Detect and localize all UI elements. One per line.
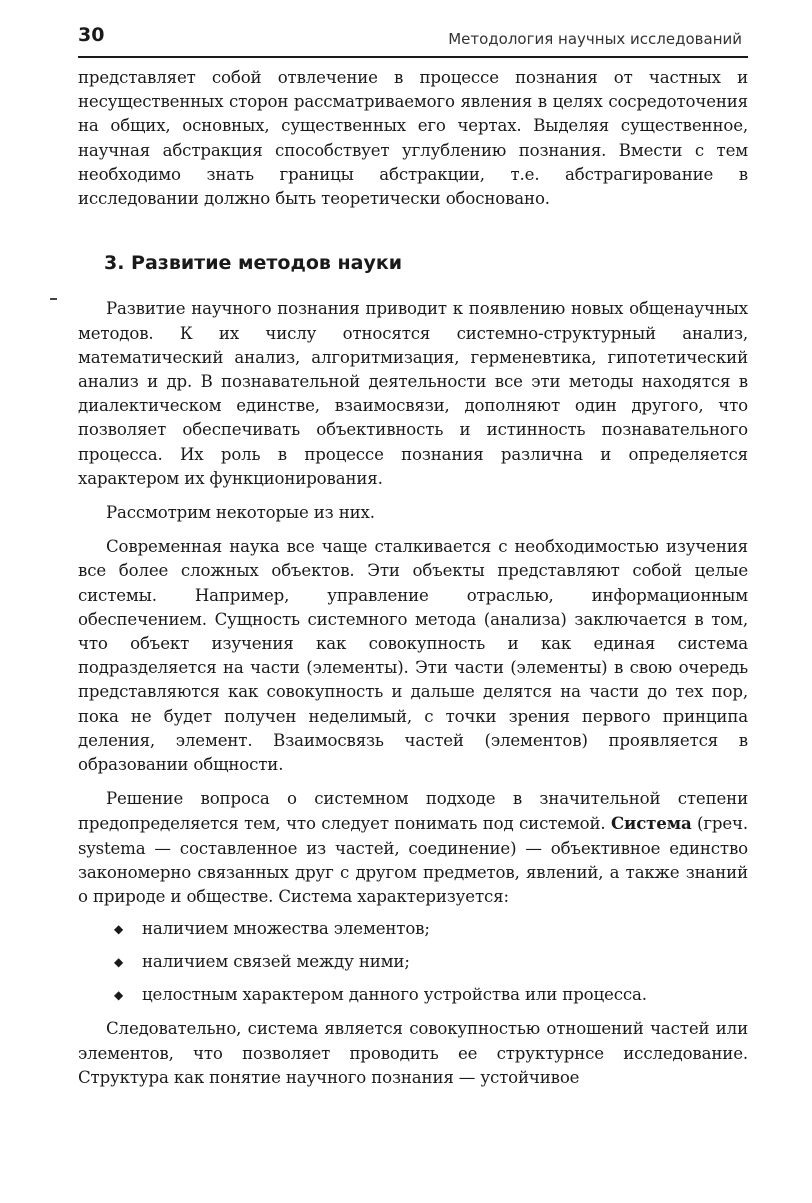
diamond-bullet-icon: ◆ bbox=[114, 988, 124, 1003]
margin-mark bbox=[50, 298, 57, 300]
closing-paragraph: Следовательно, система является совокупностью отношений частей или элементов, что позволяет проводить ее структурнсе исследование. Структура как понятие научного познания — устойчивое bbox=[78, 1019, 748, 1087]
paragraph-system-definition bbox=[78, 787, 748, 909]
system-paragraph-lead: Решение вопроса о системном подходе в значительной степени предопределяется тем, что следует понимать под системой. bbox=[78, 789, 748, 834]
list-item bbox=[78, 983, 748, 1007]
running-header bbox=[78, 22, 748, 58]
system-characteristics-list bbox=[78, 917, 748, 1007]
list-item-text: наличием связей между ними; bbox=[142, 952, 410, 972]
section-heading: 3. Развитие методов науки bbox=[104, 252, 403, 275]
page-body bbox=[78, 66, 748, 1090]
diamond-bullet-icon: ◆ bbox=[114, 955, 124, 970]
list-item-text: целостным характером данного устройства или процесса. bbox=[142, 985, 647, 1005]
running-title: Методология научных исследований bbox=[448, 30, 742, 48]
list-item bbox=[78, 917, 748, 941]
system-paragraph-rest: (греч. systema — составленное из частей, соединение) — объективное единство закономерно связанных друг с другом предметов, явлений, а также знаний о природе и обществе. Система характеризуется: bbox=[78, 814, 748, 907]
diamond-bullet-icon: ◆ bbox=[114, 922, 124, 937]
paragraph-methods-development: Развитие научного познания приводит к появлению новых общенаучных методов. К их числу относятся системно-структурный анализ, математический анализ, алгоритмизация, герменевтика, гипотетический анализ и др. В познавательной деятельности все эти методы находятся в диалектическом единстве, взаимосвязи, дополняют один другого, что позволяет обеспечивать объективность и истинность познавательного процесса. Их роль в процессе познания различна и определяется характером их функционирования. bbox=[78, 299, 748, 488]
list-item bbox=[78, 950, 748, 974]
paragraph-system-method: Современная наука все чаще сталкивается с необходимостью изучения все более сложных объектов. Эти объекты представляют собой целые системы. Например, управление отраслью, информационным обеспечением. Сущность системного метода (анализа) заключается в том, что объект изучения как совокупность и как единая система подразделяется на части (элементы). Эти части (элементы) в свою очередь представляются как совокупность и дальше делятся на части до тех пор, пока не будет получен неделимый, с точки зрения первого принципа деления, элемент. Взаимосвязь частей (элементов) проявляется в образовании общности. bbox=[78, 537, 748, 775]
system-term: Система bbox=[611, 813, 692, 834]
list-item-text: наличием множества элементов; bbox=[142, 919, 430, 939]
intro-paragraph: представляет собой отвлечение в процессе познания от частных и несущественных сторон рассматриваемого явления в целях сосредоточения на общих, основных, существенных его чертах. Выделяя существенное, научная абстракция способствует углублению познания. Вмести с тем необходимо знать границы абстракции, т.е. абстрагирование в исследовании должно быть теоретически обосновано. bbox=[78, 68, 748, 209]
paragraph-consider: Рассмотрим некоторые из них. bbox=[106, 503, 375, 523]
page-number: 30 bbox=[78, 24, 105, 46]
